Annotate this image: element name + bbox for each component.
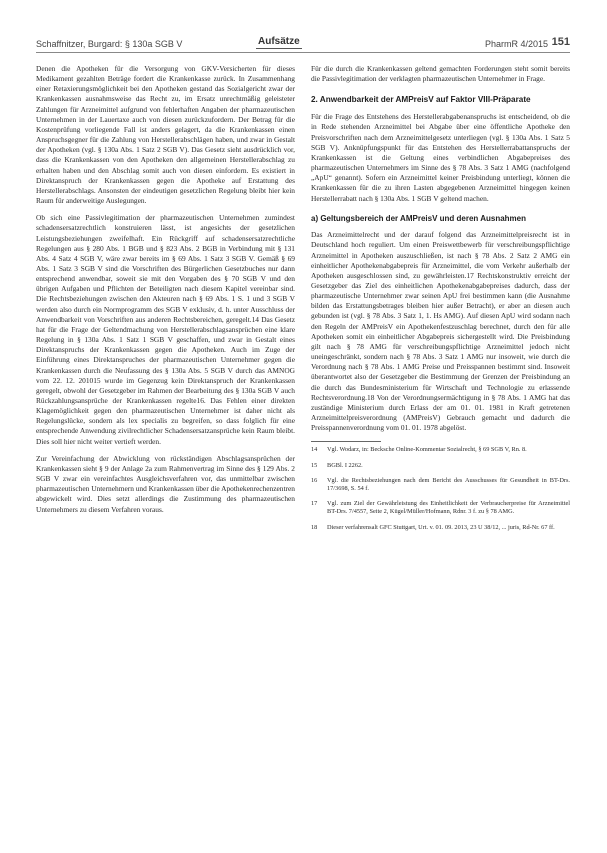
footnote-number: 18 xyxy=(311,523,318,531)
section-heading: 2. Anwendbarkeit der AMPreisV auf Faktor VIII-Präparate xyxy=(311,95,531,105)
footnote xyxy=(311,446,570,454)
subsection-heading: a) Geltungsbereich der AMPreisV und deren Ausnahmen xyxy=(311,213,527,223)
footnote-number: 16 xyxy=(311,476,318,484)
body-paragraph: Das Arzneimittelrecht und der darauf folgend das Arzneimittelpreisrecht ist in Deutschland hoch reguliert. Um einen Preiswettbewerb für verschreibungspflichtige Arzneimittel in Apotheken auszuschließen, ist nach § 78 Abs. 2 Satz 2 AMG ein einheitlicher Apothekenabgabepreis für Arzneimittel, die vom Verkehr außerhalb der Apotheken ausgeschlossen sind, zu gewährleisten.17 Rechtskonstruktiv erreicht der Gesetzgeber das Ziel des einheitlichen Apothekenabgabepreises dadurch, dass der pharmazeutische Unternehmer zwar seinen ApU frei bestimmen kann (die Ausnahme bilden das Erstattungsbetrages bleiben hier außer Betracht), er aber an diesen auch gebunden ist (vgl. § 78 Abs. 3 Satz 1, 1. Hs AMG). Auf diesen ApU wird sodann nach den Regeln der AMPreisV ein Apothekenfestzuschlag berechnet, durch den für alle Apotheken somit ein einheitlicher Abgabepreis sichergestellt wird. Die Preisbindung gilt nach § 78 AMG für verschreibungspflichtige Arzneimittel jedoch nicht uneingeschränkt, sondern nach § 78 Abs. 3 Satz 1 AMG nur insoweit, wie durch die Verordnung nach § 78 Abs. 1 AMG Preise und Preisspannen bestimmt sind. Insoweit überantwortet also der Gesetzgeber die Bestimmung der Grenzen der Preisbindung an die durch das Bundesministerium für Wirtschaft und Technologie zu erlassende Rechtsverordnung.18 Von der Verordnungsermächtigung in § 78 Abs. 1 AMG hat das zuständige Ministerium durch Erlass der am 01. 01. 1981 in Kraft getretenen Arzneimittelpreisverordnung (AMPreisV) Gebrauch gemacht und dadurch die Preisspannenverordnung vom 01. 01. 1978 abgelöst. xyxy=(311,230,570,433)
footnote xyxy=(311,477,570,493)
footnote-text: BGBl. I 2262. xyxy=(327,461,363,469)
journal-issue: PharmR 4/2015 xyxy=(484,39,548,49)
section-label: Aufsätze xyxy=(258,36,300,47)
footnote-text: Vgl. die Rechtsbeziehungen nach dem Bericht des Ausschusses für Gesundheit in BT-Drs. 17/3698, S. 54 f. xyxy=(327,476,570,492)
page-number: 151 xyxy=(551,36,570,48)
footnote xyxy=(311,500,570,516)
footnotes xyxy=(311,446,570,531)
intro-paragraph: Für die durch die Krankenkassen geltend gemachten Forderungen steht somit bereits die Passivlegitimation der verklagten pharmazeutischen Unternehmer in Frage. xyxy=(311,64,570,84)
footnote-number: 17 xyxy=(311,500,318,508)
right-column xyxy=(311,64,570,539)
footnote-number: 14 xyxy=(311,446,318,454)
body-paragraph: Für die Frage des Entstehens des Herstellerabgabenanspruchs ist entscheidend, ob die in Rede stehenden Arzneimittel bei Abgabe über eine öffentliche Apotheke den Preisvorschriften nach dem Arzneimittelgesetz unterliegen (vgl. § 130a Abs. 1 Satz 5 SGB V). Anknüpfungspunkt für das Entstehen des Herstellerrabattanspruchs der Krankenkassen ist die Geltung eines verbindlichen Abgabepreises des pharmazeutischen Unternehmers im Sinne des § 78 Abs. 3 Satz 1 AMG (nachfolgend „ApU“ genannt). Sofern ein Arzneimittel keiner Preisbindung unterliegt, können die Krankenkassen für die zu ihren Lasten abgegebenen Arzneimittel hingegen keinen Herstellerrabatt nach § 130a Abs. 1 SGB V geltend machen. xyxy=(311,112,570,203)
footnote xyxy=(311,524,570,532)
running-head: Schaffnitzer, Burgard: § 130a SGB V xyxy=(36,39,183,49)
footnote-text: Vgl. zum Ziel der Gewährleistung des Einheitlichkeit der Verbraucherpreise für Arzneimittel BT-Drs. 7/4557, Seite 2, Kügel/Müller/Hofmann, Rdnr. 3 f. zu § 78 AMG. xyxy=(327,500,570,516)
body-paragraph: Zur Vereinfachung der Abwicklung von rückständigen Abschlagsansprüchen der Krankenkassen sieht § 9 der Anlage 2a zum Rahmenvertrag im Sinne des § 129 Abs. 2 SGB V zwar ein vereinfachtes Ausgleichsverfahren vor, das unmittelbar zwischen pharmazeutischen Unternehmern und Krankenkassen über die Apothekenrechenzentren abgewickelt wird. Dies setzt allerdings die Zustimmung des pharmazeutischen Unternehmers zu diesem Verfahren voraus. xyxy=(36,453,295,514)
left-column xyxy=(36,64,295,522)
footnote-text: Dieser verfahrensalt GFC Stuttgart, Urt. v. 01. 09. 2013, 23 U 38/12, ... juris, Rd-Nr. 67 ff. xyxy=(327,523,555,531)
footnote-number: 15 xyxy=(311,461,318,469)
page-header xyxy=(36,34,570,50)
header-rule xyxy=(36,52,570,53)
body-paragraph: Denen die Apotheken für die Versorgung von GKV-Versicherten für dieses Medikament gezahlten Beträge fordert die Krankenkasse zurück. In Zusammenhang einer Retaxierungsmöglichkeit bei den Apotheken gestand das Sozialgericht zwar der Krankenkassen ausnahmsweise das Recht zu, im Ersatz unrechtmäßig geleisteter Zahlungen für Arzneimittel aufgrund von fehlerhaften Angaben der pharmazeutischen Unternehmen in der Lauertaxe auch von diesen zurückzufordern. Der Betrag für die Kostenprüfung vorliegende Fall ist anders gelagert, da die Krankenkassen einen Anspruchsgegner für die Zahlung von Herstellerabschlägen haben, und zwar in Gestalt der Apotheken (vgl. § 130a Abs. 1 Satz 2 SGB V). Das Gesetz sieht ausdrücklich vor, dass die Krankenkassen von den Apotheken den allgemeinen Herstellerabschlag zu erhalten haben und den Abschlag somit auch von diesen einfordern. Es existiert in Direktanspruch der Krankenkassen gegen die Apotheke auf Erstattung des Herstellerabschlags. Ansonsten der eindeutigen gesetzlichen Regelung bleibt hier kein Raum für anderweitige Auslegungen. xyxy=(36,64,295,206)
footnote-text: Vgl. Wodarz, in: Becksche Online-Kommentar Sozialrecht, § 69 SGB V, Rn. 8. xyxy=(327,446,527,454)
footnote xyxy=(311,462,570,470)
body-paragraph: Ob sich eine Passivlegitimation der pharmazeutischen Unternehmen zumindest schadensersatzrechtlich konstruieren lässt, ist angesichts der gesetzlichen Leistungsbeziehungen zweifelhaft. Ein Rückgriff auf schadensersatzrechtliche Regelungen aus § 280 Abs. 1 BGB und § 823 Abs. 2 BGB in Verbindung mit § 131 Abs. 4 Satz 4 SGB V, wäre zwar bereits im § 69 Abs. 1 Satz 3 SGB V. Gemäß § 69 Abs. 1 Satz 3 SGB V sind die Vorschriften des Bürgerlichen Gesetzbuches nur dann entsprechend anwendbar, soweit sie mit den Vorgaben des § 70 SGB V und den übrigen Aufgaben und Pflichten der Beteiligten nach diesem Kapitel vereinbar sind. Die Rechtsbeziehungen zwischen den Akteuren nach § 69 Abs. 1 S. 1 und 3 SGB V werden also durch ein Normprogramm des SGB V exklusiv, d. h. unter Ausschluss der Anwendbarkeit von Vorschriften aus anderen Rechtsbereichen, geregelt.14 Das Gesetz hat für die Frage der Geltendmachung von Herstellerabschlagsansprüchen eine klare Regelung in § 130a Abs. 1 Satz 1 SGB V geschaffen, und zwar in Gestalt eines Direktanspruchs der Krankenkassen gegen die Apotheken. Auch im Zuge der Einführung eines Direktanspruches der pharmazeutischen Unternehmer gegen die Krankenkassen durch die Neufassung des § 130a Abs. 5 SGB V durch das AMNOG vom 22. 12. 201015 wurde im Gegenzug kein Direktanspruch der Krankenkassen geregelt, obwohl der Gesetzgeber im Rahmen der Bearbeitung des § 130a SGB V auch Rückzahlungsansprüche der Krankenkassen regelte16. Das Fehlen einer direkten Klagemöglichkeit gegen den pharmazeutischen Unternehmer ist daher nicht als Regelungslücke, sondern als lex specialis zu begreifen, so dass folglich für eine entsprechende Anwendung zivilrechtlicher Schadensersatzansprüche kein Raum bleibt. Dies soll hier nicht weiter vertieft werden. xyxy=(36,213,295,446)
footnote-rule xyxy=(311,441,381,442)
